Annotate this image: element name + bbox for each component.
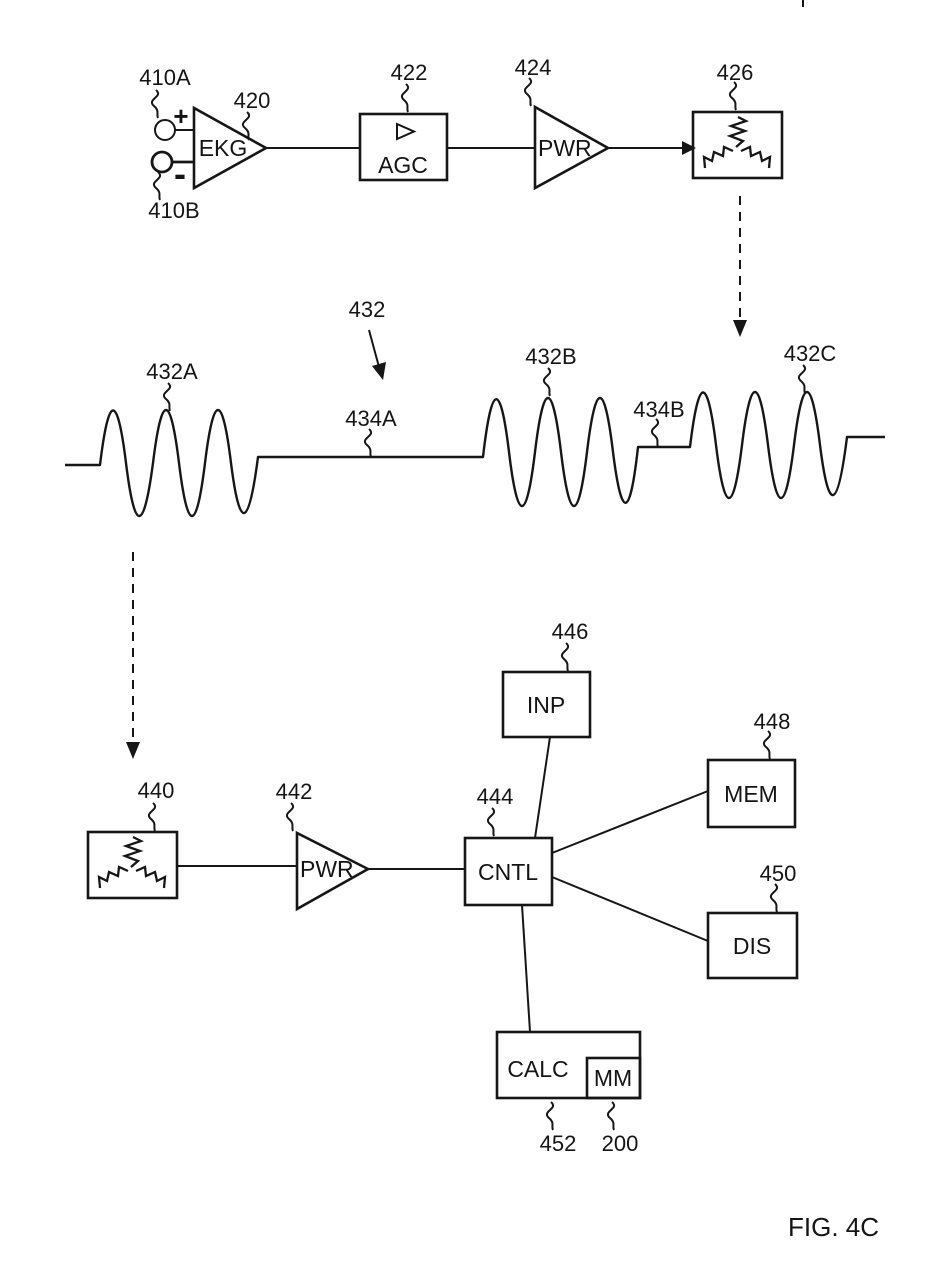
leader-410B [154, 172, 160, 200]
leader-442 [287, 803, 293, 831]
minus-sign: - [174, 153, 186, 194]
leader-432A [164, 383, 170, 411]
wire-inp-cntl [535, 737, 550, 838]
transmit-electrodes-zigzag [704, 117, 770, 168]
ref-450: 450 [759, 861, 797, 886]
ref-432B: 432B [525, 344, 577, 369]
ref-434A: 434A [345, 406, 397, 431]
ref-200: 200 [601, 1131, 639, 1156]
ref-420: 420 [233, 88, 271, 113]
ref-440: 440 [137, 778, 175, 803]
ref-410B: 410B [148, 198, 200, 223]
leader-444 [488, 808, 494, 836]
wire-cntl-dis [552, 877, 708, 941]
ekg-label: EKG [198, 135, 248, 161]
wire-cntl-calc [522, 905, 530, 1032]
agc-label: AGC [378, 152, 428, 178]
leader-434B [652, 419, 658, 447]
pwr-bottom-label: PWR [300, 856, 354, 882]
ref-446: 446 [551, 619, 589, 644]
ref-432A: 432A [146, 359, 198, 384]
leader-440 [149, 803, 155, 831]
ref-434B: 434B [633, 397, 685, 422]
leader-452 [547, 1102, 553, 1130]
arrow-432 [369, 330, 379, 367]
agc-play-icon [397, 124, 414, 139]
dis-label: DIS [732, 933, 772, 959]
electrode-pos-terminal [155, 120, 175, 140]
mem-label: MEM [724, 781, 778, 807]
plus-sign: + [173, 101, 189, 131]
calc-label: CALC [507, 1056, 569, 1082]
ref-432: 432 [348, 297, 386, 322]
leader-422 [402, 84, 408, 112]
burst-waveform [65, 392, 885, 516]
cntl-label: CNTL [477, 859, 539, 885]
figure-caption: FIG. 4C [788, 1212, 880, 1242]
ref-444: 444 [476, 784, 514, 809]
ref-432C: 432C [783, 341, 837, 366]
leader-424 [525, 78, 531, 106]
ref-448: 448 [753, 709, 791, 734]
leader-448 [764, 731, 770, 759]
inp-label: INP [526, 692, 566, 718]
ref-410A: 410A [139, 65, 191, 90]
ref-452: 452 [539, 1131, 577, 1156]
arrowhead-dashed-transmit [733, 320, 747, 337]
electrode-neg-terminal [152, 152, 172, 172]
leader-432C [799, 365, 805, 393]
ref-424: 424 [514, 55, 552, 80]
wire-cntl-mem [552, 791, 708, 853]
leader-432B [544, 368, 550, 396]
leader-450 [771, 884, 777, 912]
leader-426 [730, 82, 736, 110]
leader-434A [365, 429, 371, 457]
pwr-top-label: PWR [538, 135, 592, 161]
mm-label: MM [593, 1065, 633, 1091]
ref-442: 442 [275, 779, 313, 804]
arrowhead-432 [372, 362, 386, 380]
receive-electrodes-zigzag [99, 837, 165, 888]
ref-422: 422 [390, 60, 428, 85]
leader-410A [152, 90, 158, 118]
leader-200 [608, 1102, 614, 1130]
arrowhead-dashed-receive [126, 742, 140, 759]
ref-426: 426 [716, 60, 754, 85]
leader-446 [562, 643, 568, 671]
